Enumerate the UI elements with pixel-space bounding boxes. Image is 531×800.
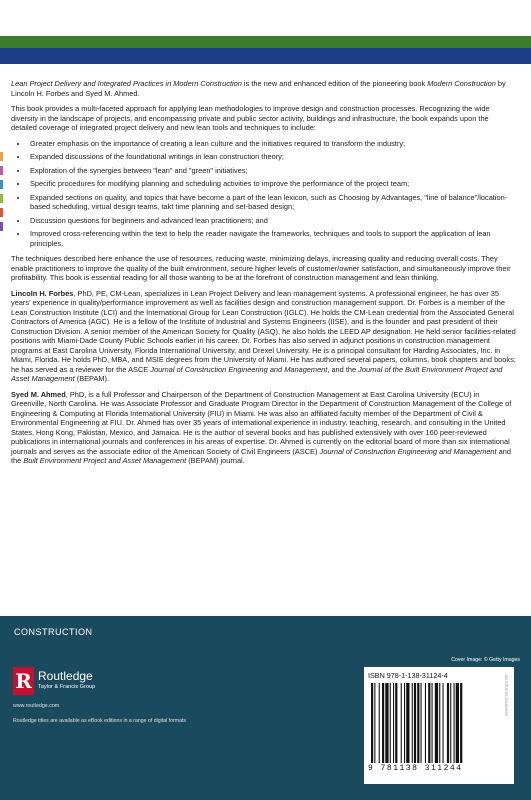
top-stripe-blue — [0, 48, 531, 64]
author-name: Syed M. Ahmed — [11, 389, 66, 399]
barcode — [368, 683, 508, 763]
barcode-bar — [432, 683, 433, 763]
list-item: • Exploration of the synergies between "lean" and "green" initiatives; — [28, 166, 516, 176]
list-item: • Specific procedures for modifying planning and scheduling activities to improve the performance of the project team; — [28, 179, 516, 189]
top-stripe-green — [0, 36, 531, 48]
intro-authors: by Lincoln H. Forbes and Syed M. Ahmed. — [11, 79, 506, 98]
prior-book-title: Modern Construction — [427, 79, 496, 88]
barcode-panel — [364, 667, 514, 784]
barcode-bar — [385, 683, 388, 763]
barcode-bar — [371, 683, 373, 763]
journal-title: Journal of the Built Environment Project and Asset Management — [11, 364, 503, 383]
isbn-label: ISBN 978-1-138-31124-4 — [368, 671, 448, 680]
journal-title: Journal of Construction Engineering and Management — [150, 364, 328, 374]
barcode-bar — [395, 683, 397, 763]
author-bio-text: (BEPAM). — [74, 374, 110, 383]
journal-title: Built Environment Project and Asset Management — [23, 456, 187, 465]
publisher-logo — [13, 667, 96, 695]
list-item: • Expanded discussions of the foundational writings in lean construction theory; — [28, 152, 516, 162]
barcode-bar — [443, 683, 444, 763]
side-color-ticks — [0, 152, 4, 232]
author-bio-forbes — [11, 289, 516, 384]
journal-title: Journal of Construction Engineering and Management — [319, 446, 497, 456]
barcode-bar — [417, 683, 419, 763]
intro-paragraph — [11, 79, 516, 98]
cover-image-credit: Cover Image: © Getty Images — [451, 657, 520, 663]
barcode-bar — [401, 683, 402, 763]
barcode-digits: 9 781138 311244 — [368, 764, 463, 773]
barcode-bar — [421, 683, 422, 763]
barcode-bar — [393, 683, 394, 763]
informa-note — [504, 675, 517, 775]
barcode-bar — [439, 683, 440, 763]
publisher-name: Routledge — [38, 669, 93, 683]
barcode-bar — [447, 683, 449, 763]
side-tick — [0, 152, 3, 161]
barcode-bar — [460, 683, 462, 763]
author-bio-text: , PhD, is a full Professor and Chairperson of the Department of Construction Management at East Carolina University (ECU) in Greenville, North Carolina. He was Associate Professor and Graduate Program Director in the Department of Construction Management of the College of Engineering & Computing at Florida International University (FIU) in Miami. He was also an affiliated faculty member of the Department of Civil & Environmental Engineering at FIU. Dr. Ahmed has over 35 years of international experience in industry, teaching, research, and consulting in the United States, Hong Kong, Pakistan, Mexico, and Jamaica. He is the author of several books and has published extensively with over 160 peer-reviewed publications in international journals and conferences in his areas of expertise. Dr. Ahmed is currently on the editorial board of more than six international journals and serves as the associate editor of the American Society of Civil Engineers (ASCE) — [11, 389, 512, 456]
publisher-website: www.routledge.com — [13, 703, 60, 709]
author-bio-text: (BEPAM) journal. — [186, 456, 245, 465]
author-bio-text: , PhD, PE, CM-Lean, specializes in Lean Project Delivery and lean management systems. A professional engineer, he has over 35 years' experience in quality/performance improvement as well as facilities design and construction management support. Dr. Forbes is a member of the Lean Construction Institute (LCI) and the International Group for Lean Construction (IGLC). He holds the CM-Lean credential from the Associated General Contractors of America (AGC). He is a fellow of the Institute of Industrial and Systems Engineers (IISE), and is the founder and past president of their Construction Division. A senior member of the American Society for Quality (ASQ), he also holds the LEED AP designation. He held senior facilities-related positions with Miami-Dade County Public Schools earlier in his career. Dr. Forbes has also served in adjunct positions in construction management programs at East Carolina University, Florida International University, and Drexel University. He is a principal consultant for Harding Associates, Inc. in Miami, Florida. He holds PhD, MBA, and MSIE degrees from the University of Miami. He has authored several papers, columns, book chapters and books; he has served as a reviewer for the ASCE — [11, 288, 516, 374]
category-label: CONSTRUCTION — [14, 627, 93, 637]
blurb — [11, 79, 516, 472]
barcode-bar — [428, 683, 430, 763]
barcode-bar — [456, 683, 459, 763]
author-bio-text: , and the — [327, 364, 359, 374]
author-bio-ahmed — [11, 390, 516, 466]
techniques-paragraph: The techniques described here enhance the use of resources, reducing waste, minimizing delays, increasing quality and reducing overall costs. They enable practitioners to improve the quality of the built environment, secure higher levels of customer/owner satisfaction, and simultaneously improve their profitability. This book is essential reading for all those wanting to be at the forefront of construction management and lean thinking. — [11, 254, 511, 282]
author-name: Lincoln H. Forbes — [11, 288, 74, 298]
barcode-bar — [450, 683, 451, 763]
barcode-bar — [379, 683, 380, 763]
ebook-note: Routledge titles are available as eBook editions in a range of digital formats — [13, 718, 187, 724]
overview-paragraph: This book provides a multi-faceted approach for applying lean methodologies to improve design and construction processes. Recognizing the wide diversity in the landscape of projects, and encompassing private and public sector activity, buildings and infrastructure, the book expands upon the detailed coverage of integrated project delivery and new lean tools and techniques to include: — [11, 104, 490, 132]
list-item: • Greater emphasis on the importance of creating a lean culture and the initiatives required to transform the industry; — [28, 139, 516, 149]
barcode-bar — [406, 683, 409, 763]
book-title: Lean Project Delivery and Integrated Practices in Modern Construction — [11, 79, 242, 88]
author-bio-text: and the — [11, 446, 511, 465]
routledge-logo-icon: R — [13, 667, 34, 695]
side-tick — [0, 208, 3, 217]
barcode-bar — [382, 683, 384, 763]
feature-list — [11, 139, 516, 249]
list-item: • Discussion questions for beginners and advanced lean practitioners; and — [28, 216, 516, 226]
top-margin — [0, 0, 531, 36]
barcode-bar — [390, 683, 391, 763]
barcode-bar — [425, 683, 426, 763]
intro-text: is the new and enhanced edition of the pioneering book — [241, 79, 428, 88]
barcode-bar — [404, 683, 405, 763]
barcode-bar — [412, 683, 413, 763]
list-item: • Expanded sections on quality, and topics that have become a part of the lean lexicon, such as Choosing by Advantages, "line of balance"/location-based scheduling, virtual design teams, takt time planning and set-based design; — [28, 193, 516, 212]
barcode-bar — [435, 683, 438, 763]
list-item: • Improved cross-referencing within the text to help the reader navigate the frameworks, techniques and tools to support the application of lean principles. — [28, 229, 516, 248]
side-tick — [0, 166, 3, 175]
side-tick — [0, 194, 3, 203]
barcode-bar — [374, 683, 375, 763]
side-tick — [0, 180, 3, 189]
barcode-bar — [414, 683, 416, 763]
barcode-bar — [454, 683, 455, 763]
publisher-group: Taylor & Francis Group — [38, 684, 96, 690]
informa-text: an informa business — [504, 675, 509, 717]
side-tick — [0, 222, 3, 231]
